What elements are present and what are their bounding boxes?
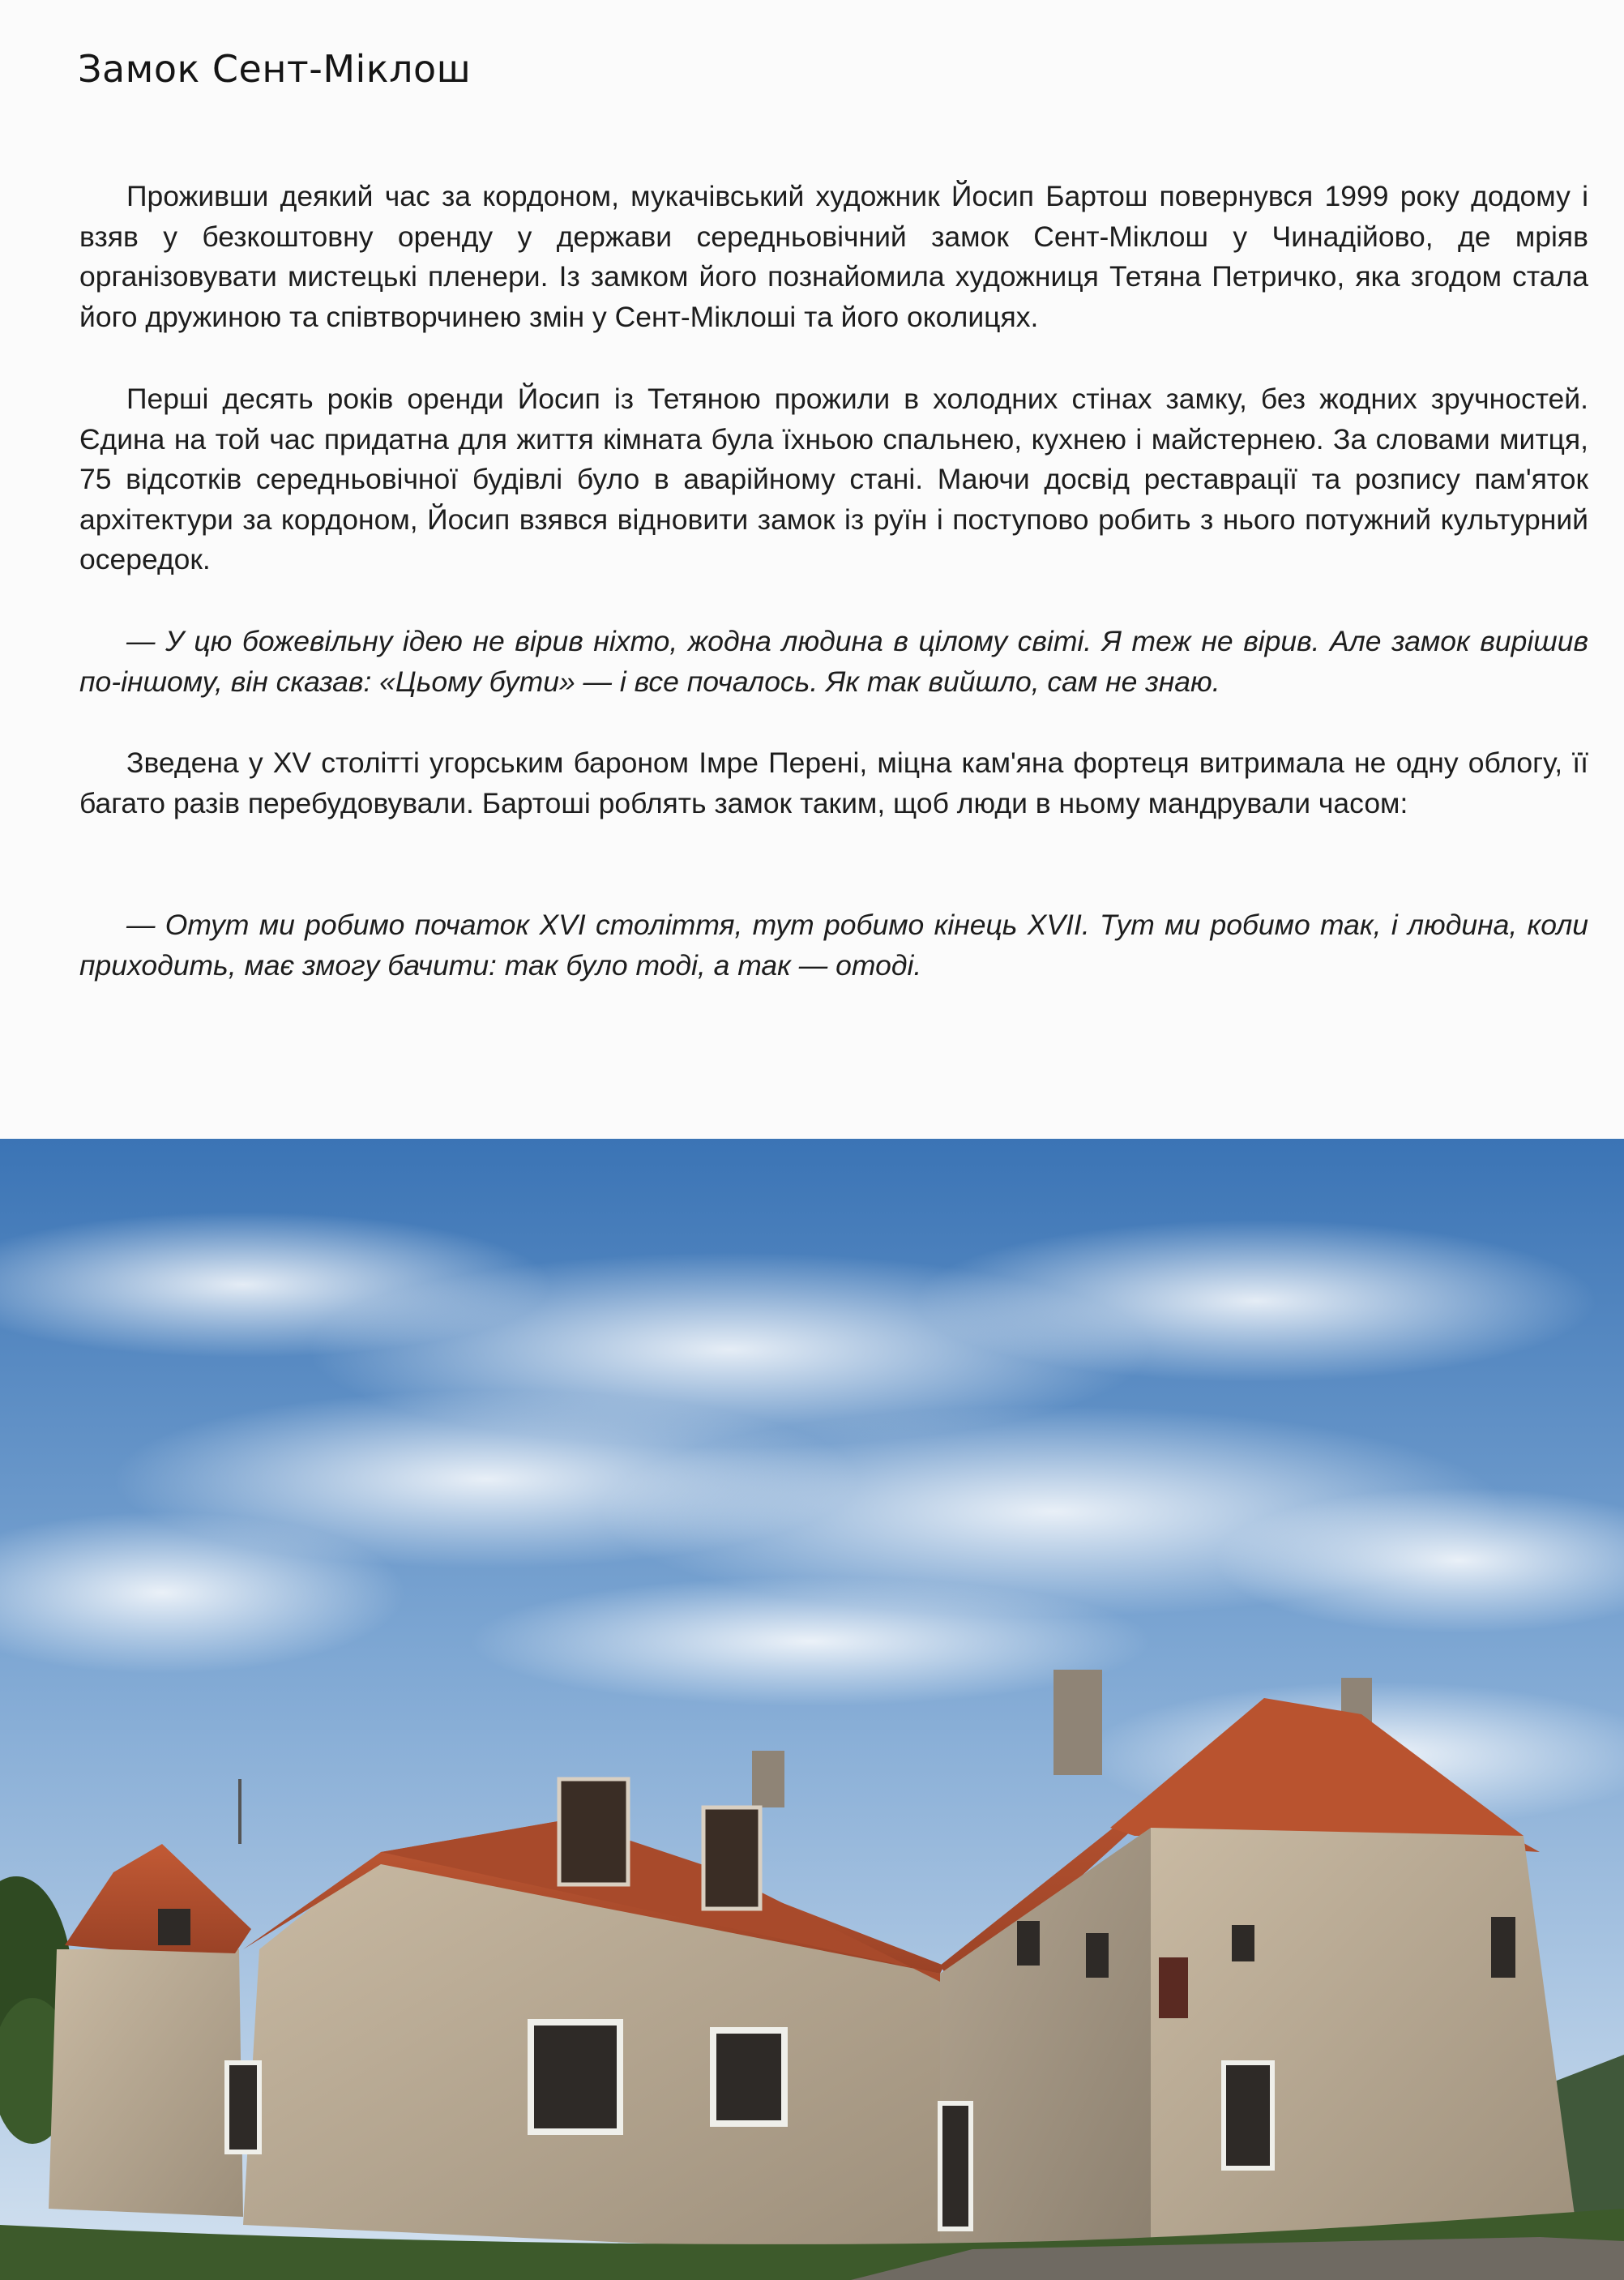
page-title: Замок Сент-Міклош [78, 47, 472, 91]
quote-1: — У цю божевільну ідею не вірив ніхто, жодна людина в цілому світі. Я теж не вірив. Але замок вирішив по-іншому, він сказав: «Цьому бути» — і все почалось. Як так вийшло, сам не знаю. [79, 625, 1588, 698]
paragraph-1: Проживши деякий час за кордоном, мукачівський художник Йосип Бартош повернувся 1999 року додому і взяв у безкоштовну оренду у держави середньовічний замок Сент-Міклош у Чинадійово, де мріяв організовувати мистецькі пленери. Із замком його познайомила художниця Тетяна Петричко, яка згодом стала його дружиною та співтворчинею змін у Сент-Міклоші та його околицях. [79, 180, 1588, 333]
paragraph-3: Зведена у XV столітті угорським бароном Імре Перені, міцна кам'яна фортеця витримала не одну облогу, її багато разів перебудовували. Бартоші роблять замок таким, щоб люди в ньому мандрували часом: [79, 746, 1588, 819]
castle-photo [0, 1139, 1624, 2280]
paragraph-2: Перші десять років оренди Йосип із Тетяною прожили в холодних стінах замку, без жодних зручностей. Єдина на той час придатна для життя кімната була їхньою спальнею, кухнею і майстернею. За словами митця, 75 відсотків середньовічної будівлі було в аварійному стані. Маючи досвід реставрації та розпису пам'яток архітектури за кордоном, Йосип взявся відновити замок із руїн і поступово робить з нього потужний культурний осередок. [79, 383, 1588, 575]
quote-2: — Отут ми робимо початок XVI століття, тут робимо кінець XVII. Тут ми робимо так, і людина, коли приходить, має змогу бачити: так було тоді, а так — отоді. [79, 909, 1588, 982]
